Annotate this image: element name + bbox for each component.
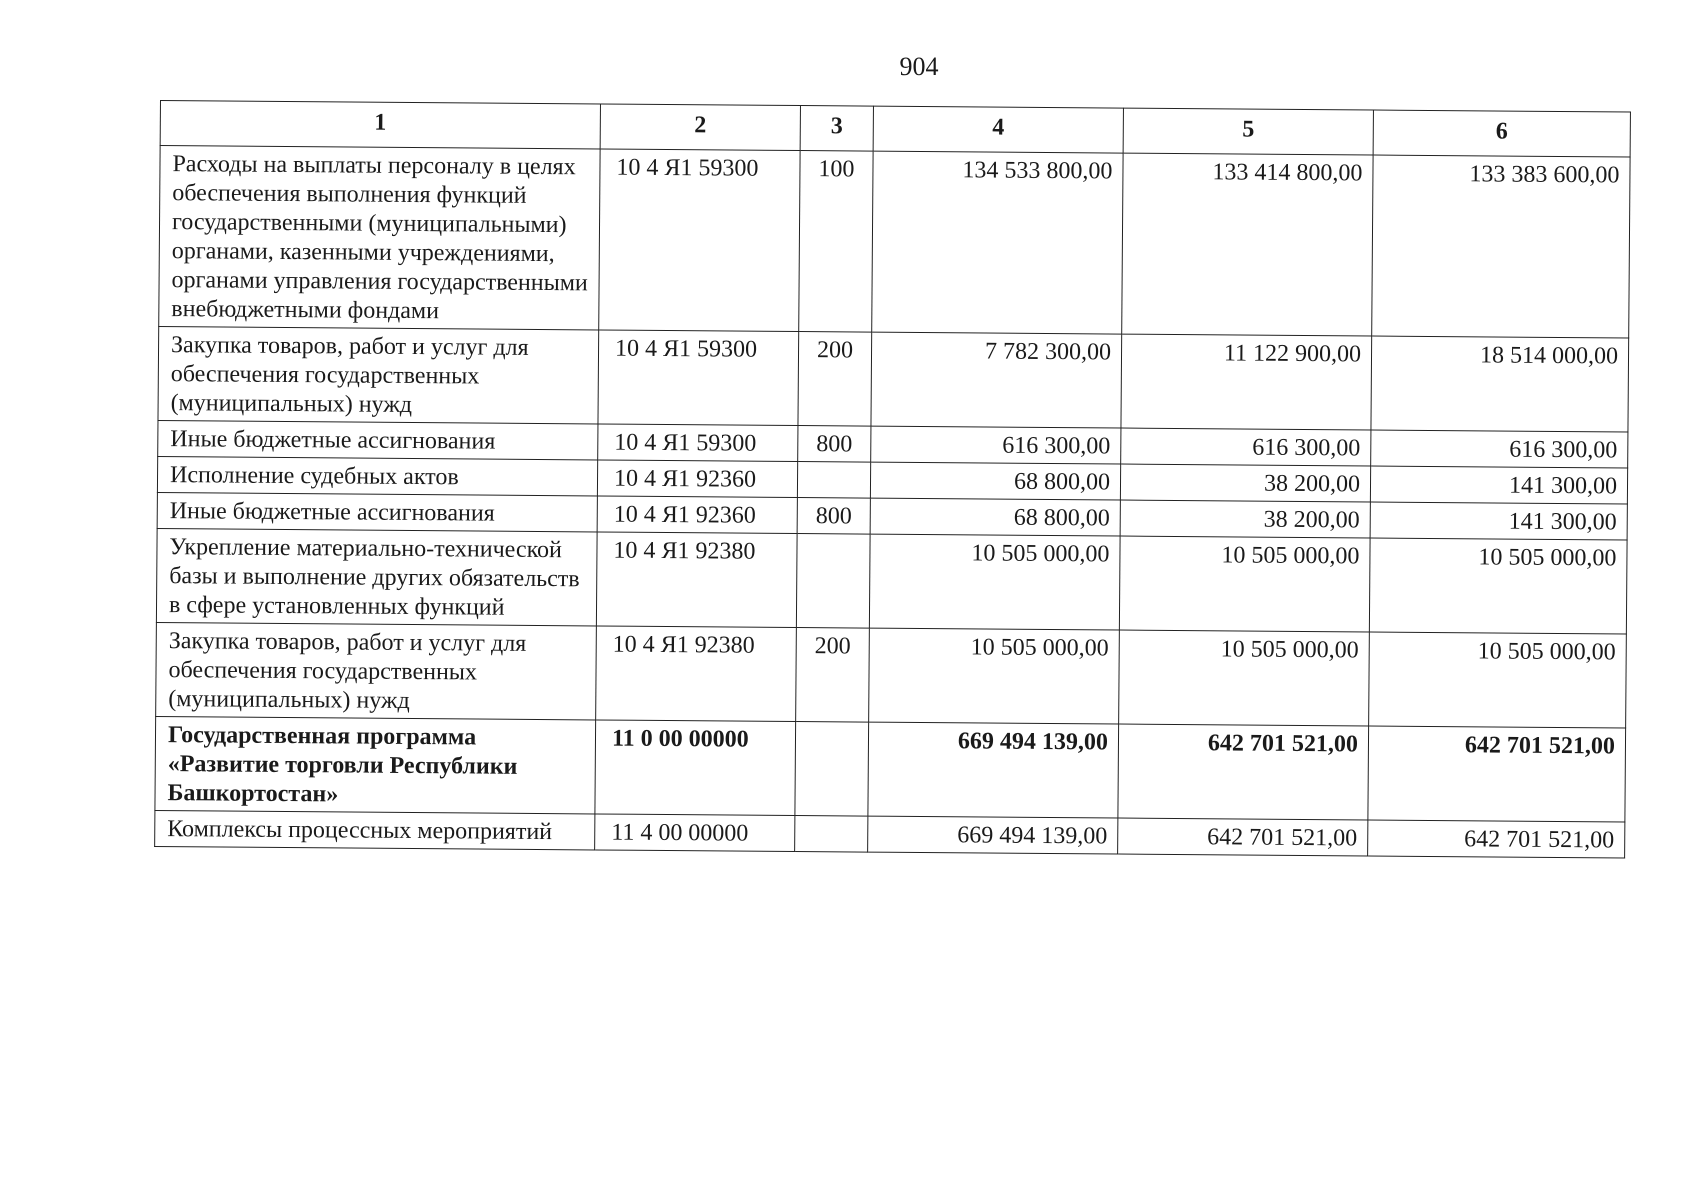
row-amount-col5-cell: 10 505 000,00: [1119, 630, 1370, 726]
row-amount-col5-cell: 10 505 000,00: [1119, 536, 1370, 632]
row-amount-col4-cell: 7 782 300,00: [871, 332, 1122, 428]
table-row: [158, 326, 1629, 432]
row-expense-type-cell: 100: [799, 151, 873, 333]
row-name-cell: Расходы на выплаты персоналу в целях обеспечения выполнения функций государственными (муниципальными) органами, казенными учреждениями, органами управления государственными внебюджетными фондами: [159, 146, 600, 330]
table-row: [159, 146, 1630, 339]
row-amount-col6-cell: 642 701 521,00: [1368, 726, 1626, 822]
row-amount-col5-cell: 616 300,00: [1121, 428, 1371, 466]
row-amount-col4-cell: 669 494 139,00: [868, 816, 1118, 854]
row-code-cell: 11 0 00 00000: [595, 720, 796, 816]
row-name-cell: Комплексы процессных мероприятий: [155, 810, 595, 849]
column-header-6: 6: [1373, 110, 1630, 157]
row-amount-col4-cell: 10 505 000,00: [869, 534, 1120, 630]
table-body: [155, 146, 1630, 859]
row-amount-col5-cell: 642 701 521,00: [1118, 818, 1368, 856]
row-amount-col4-cell: 669 494 139,00: [868, 722, 1119, 818]
column-header-4: 4: [873, 106, 1123, 153]
row-amount-col6-cell: 10 505 000,00: [1369, 538, 1627, 634]
row-amount-col5-cell: 642 701 521,00: [1118, 724, 1369, 820]
row-code-cell: 10 4 Я1 92360: [597, 460, 797, 498]
row-code-cell: 10 4 Я1 92360: [597, 496, 797, 534]
table-row: [156, 622, 1627, 728]
row-expense-type-cell: [795, 816, 868, 853]
row-amount-col6-cell: 642 701 521,00: [1368, 820, 1625, 858]
row-code-cell: 10 4 Я1 59300: [599, 149, 800, 332]
row-amount-col6-cell: 133 383 600,00: [1372, 155, 1630, 338]
row-amount-col6-cell: 616 300,00: [1371, 430, 1628, 468]
row-code-cell: 11 4 00 00000: [595, 814, 795, 852]
row-amount-col4-cell: 10 505 000,00: [869, 628, 1120, 724]
row-amount-col4-cell: 134 533 800,00: [872, 151, 1123, 334]
row-name-cell: Укрепление материально-технической базы и выполнение других обязательств в сфере установленных функций: [156, 528, 597, 625]
row-name-cell: Иные бюджетные ассигнования: [158, 420, 598, 459]
row-amount-col5-cell: 11 122 900,00: [1121, 334, 1372, 430]
row-code-cell: 10 4 Я1 92380: [596, 532, 797, 628]
row-amount-col4-cell: 68 800,00: [870, 498, 1120, 536]
row-expense-type-cell: 200: [798, 332, 872, 427]
row-amount-col4-cell: 616 300,00: [871, 426, 1121, 464]
column-header-1: 1: [160, 101, 600, 149]
row-expense-type-cell: 800: [797, 498, 870, 535]
row-expense-type-cell: 200: [796, 628, 870, 723]
budget-table: [154, 100, 1631, 859]
row-name-cell: Закупка товаров, работ и услуг для обеспечения государственных (муниципальных) нужд: [156, 622, 597, 719]
row-code-cell: 10 4 Я1 92380: [596, 626, 797, 722]
row-expense-type-cell: 800: [798, 426, 871, 463]
column-header-5: 5: [1123, 108, 1373, 155]
row-expense-type-cell: [797, 462, 870, 499]
row-amount-col5-cell: 38 200,00: [1120, 464, 1370, 502]
row-amount-col6-cell: 18 514 000,00: [1371, 336, 1629, 432]
row-amount-col6-cell: 141 300,00: [1370, 502, 1627, 540]
row-name-cell: Исполнение судебных актов: [157, 456, 597, 495]
row-amount-col6-cell: 141 300,00: [1370, 466, 1627, 504]
page-number: 904: [899, 52, 939, 81]
row-name-cell: Иные бюджетные ассигнования: [157, 492, 597, 531]
row-expense-type-cell: [795, 722, 869, 817]
row-expense-type-cell: [796, 534, 870, 629]
row-amount-col5-cell: 38 200,00: [1120, 500, 1370, 538]
table-row: [156, 528, 1627, 634]
row-amount-col5-cell: 133 414 800,00: [1122, 153, 1373, 336]
row-name-cell: Государственная программа «Развитие торговли Республики Башкортостан»: [155, 716, 596, 813]
row-code-cell: 10 4 Я1 59300: [598, 330, 799, 426]
column-header-2: 2: [600, 104, 800, 151]
row-name-cell: Закупка товаров, работ и услуг для обеспечения государственных (муниципальных) нужд: [158, 326, 599, 423]
row-amount-col6-cell: 10 505 000,00: [1369, 632, 1627, 728]
row-amount-col4-cell: 68 800,00: [870, 462, 1120, 500]
column-header-3: 3: [800, 106, 873, 152]
row-code-cell: 10 4 Я1 59300: [598, 424, 798, 462]
table-row: [155, 716, 1626, 822]
